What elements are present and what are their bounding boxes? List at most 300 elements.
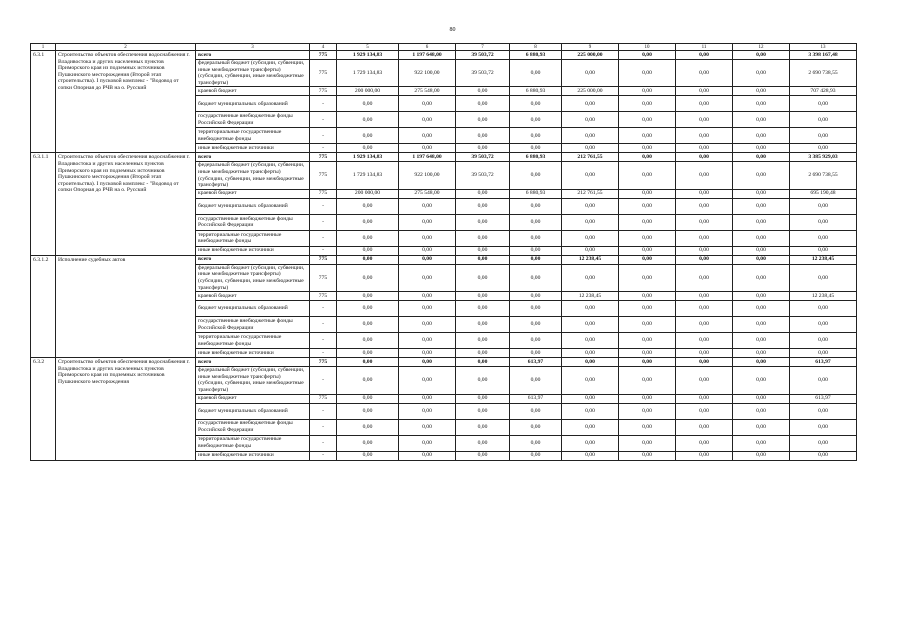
funding-source: всего bbox=[196, 153, 310, 162]
amount-cell: 0,00 bbox=[456, 301, 510, 317]
total-amount: 0,00 bbox=[790, 230, 857, 246]
amount-cell: 0,00 bbox=[733, 292, 790, 301]
amount-cell: 0,00 bbox=[399, 214, 456, 230]
amount-cell: 0,00 bbox=[399, 264, 456, 291]
amount-cell: 613,97 bbox=[510, 358, 562, 367]
amount-cell: 0,00 bbox=[619, 255, 676, 264]
total-amount: 0,00 bbox=[790, 451, 857, 460]
funding-source: бюджет муниципальных образований bbox=[196, 403, 310, 419]
amount-cell: 0,00 bbox=[676, 419, 733, 435]
column-number: 10 bbox=[619, 44, 676, 51]
amount-cell: 0,00 bbox=[337, 358, 399, 367]
amount-cell: 0,00 bbox=[399, 358, 456, 367]
amount-cell: 0,00 bbox=[562, 162, 619, 189]
budget-code: - bbox=[310, 367, 337, 394]
total-amount: 0,00 bbox=[790, 367, 857, 394]
amount-cell: 0,00 bbox=[562, 246, 619, 255]
funding-source: государственные внебюджетные фонды Российской Федерации bbox=[196, 317, 310, 333]
amount-cell: 0,00 bbox=[619, 214, 676, 230]
amount-cell: 0,00 bbox=[510, 112, 562, 128]
amount-cell: 0,00 bbox=[456, 230, 510, 246]
table-row bbox=[31, 255, 857, 264]
amount-cell: 6 880,93 bbox=[510, 51, 562, 60]
item-name: Строительство объектов обеспечения водоснабжения г. Владивостока и других населенных пунктов Приморского края из подземных источников Пушкинского месторождения (Второй этап строительства). I пусковой комплекс - "Водовод от сопки Опорная до РЧВ на о. Русский bbox=[56, 51, 196, 153]
amount-cell: 0,00 bbox=[676, 301, 733, 317]
total-amount: 0,00 bbox=[790, 144, 857, 153]
amount-cell: 0,00 bbox=[733, 214, 790, 230]
amount-cell: 0,00 bbox=[337, 128, 399, 144]
amount-cell: 0,00 bbox=[619, 112, 676, 128]
amount-cell: 0,00 bbox=[337, 419, 399, 435]
amount-cell: 0,00 bbox=[562, 367, 619, 394]
column-number: 5 bbox=[337, 44, 399, 51]
amount-cell: 0,00 bbox=[399, 394, 456, 403]
total-amount: 0,00 bbox=[790, 112, 857, 128]
amount-cell: 0,00 bbox=[562, 112, 619, 128]
amount-cell: 0,00 bbox=[733, 333, 790, 349]
funding-source: иные внебюджетные источники bbox=[196, 246, 310, 255]
amount-cell: 0,00 bbox=[399, 317, 456, 333]
amount-cell: 0,00 bbox=[619, 367, 676, 394]
amount-cell: 0,00 bbox=[676, 51, 733, 60]
funding-source: бюджет муниципальных образований bbox=[196, 301, 310, 317]
amount-cell: 0,00 bbox=[399, 292, 456, 301]
total-amount: 2 690 738,55 bbox=[790, 162, 857, 189]
amount-cell: 0,00 bbox=[510, 60, 562, 87]
amount-cell: 0,00 bbox=[510, 317, 562, 333]
budget-table bbox=[30, 43, 857, 461]
amount-cell: 275 548,00 bbox=[399, 189, 456, 198]
amount-cell: 0,00 bbox=[510, 255, 562, 264]
amount-cell: 0,00 bbox=[619, 292, 676, 301]
amount-cell: 6 880,93 bbox=[510, 87, 562, 96]
budget-code: - bbox=[310, 214, 337, 230]
amount-cell: 200 000,00 bbox=[337, 87, 399, 96]
amount-cell: 0,00 bbox=[619, 144, 676, 153]
amount-cell: 0,00 bbox=[399, 96, 456, 112]
amount-cell: 0,00 bbox=[337, 144, 399, 153]
amount-cell: 0,00 bbox=[337, 230, 399, 246]
item-name: Исполнение судебных актов bbox=[56, 255, 196, 357]
item-code: 6.3.1 bbox=[31, 51, 56, 153]
amount-cell: 0,00 bbox=[562, 264, 619, 291]
amount-cell: 0,00 bbox=[562, 301, 619, 317]
amount-cell: 0,00 bbox=[733, 144, 790, 153]
amount-cell: 0,00 bbox=[456, 96, 510, 112]
amount-cell: 0,00 bbox=[562, 349, 619, 358]
amount-cell: 0,00 bbox=[337, 96, 399, 112]
amount-cell: 0,00 bbox=[733, 255, 790, 264]
amount-cell: 0,00 bbox=[562, 96, 619, 112]
amount-cell: 0,00 bbox=[619, 128, 676, 144]
amount-cell: 0,00 bbox=[733, 60, 790, 87]
amount-cell: 0,00 bbox=[676, 214, 733, 230]
budget-code: 775 bbox=[310, 264, 337, 291]
amount-cell: 0,00 bbox=[619, 403, 676, 419]
amount-cell: 0,00 bbox=[733, 419, 790, 435]
amount-cell: 0,00 bbox=[619, 96, 676, 112]
budget-code: - bbox=[310, 349, 337, 358]
total-amount: 0,00 bbox=[790, 349, 857, 358]
column-number: 3 bbox=[196, 44, 310, 51]
column-number-row bbox=[31, 44, 857, 51]
amount-cell: 0,00 bbox=[337, 255, 399, 264]
item-code: 6.3.1.2 bbox=[31, 255, 56, 357]
amount-cell: 275 548,00 bbox=[399, 87, 456, 96]
amount-cell: 0,00 bbox=[619, 246, 676, 255]
amount-cell: 0,00 bbox=[562, 60, 619, 87]
amount-cell: 0,00 bbox=[676, 162, 733, 189]
amount-cell: 0,00 bbox=[676, 246, 733, 255]
amount-cell: 0,00 bbox=[619, 301, 676, 317]
amount-cell: 0,00 bbox=[562, 419, 619, 435]
amount-cell: 0,00 bbox=[619, 333, 676, 349]
amount-cell: 0,00 bbox=[337, 367, 399, 394]
amount-cell: 0,00 bbox=[399, 128, 456, 144]
amount-cell: 39 503,72 bbox=[456, 153, 510, 162]
budget-code: - bbox=[310, 301, 337, 317]
funding-source: краевой бюджет bbox=[196, 87, 310, 96]
amount-cell: 39 503,72 bbox=[456, 60, 510, 87]
total-amount: 0,00 bbox=[790, 128, 857, 144]
amount-cell: 0,00 bbox=[619, 51, 676, 60]
budget-code: - bbox=[310, 198, 337, 214]
budget-code: 775 bbox=[310, 255, 337, 264]
amount-cell: 0,00 bbox=[619, 198, 676, 214]
amount-cell: 0,00 bbox=[676, 333, 733, 349]
amount-cell: 12 238,45 bbox=[562, 255, 619, 264]
amount-cell: 922 100,00 bbox=[399, 162, 456, 189]
amount-cell: 0,00 bbox=[510, 214, 562, 230]
amount-cell: 0,00 bbox=[676, 349, 733, 358]
amount-cell: 0,00 bbox=[619, 451, 676, 460]
amount-cell: 0,00 bbox=[456, 246, 510, 255]
amount-cell: 0,00 bbox=[510, 403, 562, 419]
amount-cell: 0,00 bbox=[337, 301, 399, 317]
funding-source: иные внебюджетные источники bbox=[196, 144, 310, 153]
amount-cell: 0,00 bbox=[456, 333, 510, 349]
amount-cell: 212 761,55 bbox=[562, 153, 619, 162]
column-number: 7 bbox=[456, 44, 510, 51]
total-amount: 0,00 bbox=[790, 403, 857, 419]
amount-cell: 0,00 bbox=[619, 419, 676, 435]
amount-cell: 0,00 bbox=[337, 349, 399, 358]
budget-code: 775 bbox=[310, 153, 337, 162]
amount-cell: 0,00 bbox=[510, 144, 562, 153]
amount-cell: 1 929 134,83 bbox=[337, 153, 399, 162]
column-number: 4 bbox=[310, 44, 337, 51]
amount-cell: 0,00 bbox=[733, 435, 790, 451]
total-amount: 0,00 bbox=[790, 214, 857, 230]
budget-code: - bbox=[310, 128, 337, 144]
amount-cell: 0,00 bbox=[676, 189, 733, 198]
amount-cell: 0,00 bbox=[399, 230, 456, 246]
budget-code: - bbox=[310, 96, 337, 112]
amount-cell: 0,00 bbox=[399, 451, 456, 460]
amount-cell: 12 238,45 bbox=[562, 292, 619, 301]
amount-cell: 0,00 bbox=[619, 394, 676, 403]
amount-cell: 0,00 bbox=[733, 264, 790, 291]
amount-cell: 0,00 bbox=[456, 419, 510, 435]
amount-cell: 1 197 648,00 bbox=[399, 51, 456, 60]
funding-source: всего bbox=[196, 358, 310, 367]
amount-cell: 0,00 bbox=[562, 198, 619, 214]
amount-cell: 0,00 bbox=[619, 162, 676, 189]
amount-cell: 0,00 bbox=[510, 128, 562, 144]
amount-cell: 0,00 bbox=[676, 435, 733, 451]
funding-source: государственные внебюджетные фонды Российской Федерации bbox=[196, 112, 310, 128]
funding-source: иные внебюджетные источники bbox=[196, 349, 310, 358]
amount-cell: 0,00 bbox=[456, 112, 510, 128]
amount-cell: 0,00 bbox=[676, 198, 733, 214]
amount-cell: 0,00 bbox=[562, 358, 619, 367]
amount-cell: 39 503,72 bbox=[456, 51, 510, 60]
budget-code: - bbox=[310, 451, 337, 460]
amount-cell: 0,00 bbox=[676, 451, 733, 460]
budget-code: 775 bbox=[310, 60, 337, 87]
amount-cell: 0,00 bbox=[399, 367, 456, 394]
amount-cell: 0,00 bbox=[337, 198, 399, 214]
amount-cell: 0,00 bbox=[733, 198, 790, 214]
amount-cell: 0,00 bbox=[399, 419, 456, 435]
table-row bbox=[31, 153, 857, 162]
amount-cell: 0,00 bbox=[676, 60, 733, 87]
total-amount: 0,00 bbox=[790, 198, 857, 214]
funding-source: государственные внебюджетные фонды Российской Федерации bbox=[196, 214, 310, 230]
amount-cell: 0,00 bbox=[676, 264, 733, 291]
budget-code: 775 bbox=[310, 189, 337, 198]
total-amount: 613,97 bbox=[790, 394, 857, 403]
amount-cell: 0,00 bbox=[733, 301, 790, 317]
amount-cell: 0,00 bbox=[456, 435, 510, 451]
amount-cell: 0,00 bbox=[510, 333, 562, 349]
amount-cell: 0,00 bbox=[456, 144, 510, 153]
amount-cell: 0,00 bbox=[619, 358, 676, 367]
amount-cell: 0,00 bbox=[733, 112, 790, 128]
funding-source: иные внебюджетные источники bbox=[196, 451, 310, 460]
total-amount: 707 428,93 bbox=[790, 87, 857, 96]
amount-cell: 0,00 bbox=[733, 51, 790, 60]
amount-cell: 0,00 bbox=[733, 96, 790, 112]
total-amount: 12 238,45 bbox=[790, 292, 857, 301]
amount-cell: 0,00 bbox=[676, 153, 733, 162]
item-code: 6.3.2 bbox=[31, 358, 56, 460]
amount-cell: 0,00 bbox=[510, 230, 562, 246]
amount-cell: 0,00 bbox=[619, 264, 676, 291]
total-amount: 0,00 bbox=[790, 435, 857, 451]
amount-cell: 0,00 bbox=[399, 246, 456, 255]
amount-cell: 1 729 134,83 bbox=[337, 162, 399, 189]
amount-cell: 0,00 bbox=[456, 189, 510, 198]
amount-cell: 0,00 bbox=[733, 451, 790, 460]
amount-cell: 0,00 bbox=[456, 451, 510, 460]
amount-cell: 0,00 bbox=[510, 435, 562, 451]
funding-source: бюджет муниципальных образований bbox=[196, 96, 310, 112]
amount-cell: 0,00 bbox=[733, 317, 790, 333]
amount-cell: 0,00 bbox=[676, 87, 733, 96]
amount-cell: 0,00 bbox=[619, 153, 676, 162]
amount-cell: 0,00 bbox=[619, 87, 676, 96]
amount-cell: 6 880,93 bbox=[510, 153, 562, 162]
total-amount: 695 190,48 bbox=[790, 189, 857, 198]
amount-cell: 0,00 bbox=[619, 317, 676, 333]
amount-cell: 0,00 bbox=[456, 349, 510, 358]
amount-cell: 0,00 bbox=[562, 230, 619, 246]
funding-source: территориальные государственные внебюджетные фонды bbox=[196, 128, 310, 144]
column-number: 13 bbox=[790, 44, 857, 51]
budget-code: - bbox=[310, 144, 337, 153]
amount-cell: 0,00 bbox=[676, 358, 733, 367]
amount-cell: 0,00 bbox=[510, 367, 562, 394]
amount-cell: 0,00 bbox=[456, 358, 510, 367]
funding-source: государственные внебюджетные фонды Российской Федерации bbox=[196, 419, 310, 435]
amount-cell: 0,00 bbox=[733, 87, 790, 96]
amount-cell: 613,97 bbox=[510, 394, 562, 403]
amount-cell: 0,00 bbox=[733, 128, 790, 144]
budget-code: 775 bbox=[310, 292, 337, 301]
amount-cell: 0,00 bbox=[456, 394, 510, 403]
total-amount: 0,00 bbox=[790, 333, 857, 349]
amount-cell: 922 100,00 bbox=[399, 60, 456, 87]
amount-cell: 0,00 bbox=[337, 333, 399, 349]
amount-cell: 0,00 bbox=[676, 367, 733, 394]
total-amount: 2 690 738,55 bbox=[790, 60, 857, 87]
total-amount: 0,00 bbox=[790, 317, 857, 333]
amount-cell: 0,00 bbox=[456, 264, 510, 291]
amount-cell: 0,00 bbox=[733, 403, 790, 419]
amount-cell: 0,00 bbox=[456, 214, 510, 230]
amount-cell: 212 761,55 bbox=[562, 189, 619, 198]
budget-code: - bbox=[310, 333, 337, 349]
amount-cell: 0,00 bbox=[456, 255, 510, 264]
amount-cell: 0,00 bbox=[562, 333, 619, 349]
amount-cell: 0,00 bbox=[562, 435, 619, 451]
amount-cell: 0,00 bbox=[733, 349, 790, 358]
budget-code: 775 bbox=[310, 162, 337, 189]
funding-source: территориальные государственные внебюджетные фонды bbox=[196, 333, 310, 349]
amount-cell: 0,00 bbox=[733, 367, 790, 394]
amount-cell: 0,00 bbox=[456, 292, 510, 301]
amount-cell: 0,00 bbox=[619, 230, 676, 246]
amount-cell: 0,00 bbox=[733, 394, 790, 403]
column-number: 6 bbox=[399, 44, 456, 51]
budget-code: - bbox=[310, 435, 337, 451]
budget-code: - bbox=[310, 419, 337, 435]
amount-cell: 0,00 bbox=[456, 367, 510, 394]
amount-cell: 200 000,00 bbox=[337, 189, 399, 198]
amount-cell: 0,00 bbox=[510, 162, 562, 189]
budget-code: - bbox=[310, 230, 337, 246]
amount-cell: 0,00 bbox=[337, 394, 399, 403]
table-row bbox=[31, 51, 857, 60]
amount-cell: 0,00 bbox=[337, 451, 399, 460]
funding-source: краевой бюджет bbox=[196, 394, 310, 403]
amount-cell: 0,00 bbox=[399, 403, 456, 419]
budget-code: 775 bbox=[310, 358, 337, 367]
budget-code: 775 bbox=[310, 87, 337, 96]
item-name: Строительство объектов обеспечения водоснабжения г. Владивостока и других населенных пунктов Приморского края из подземных источников Пушкинского месторождения (Второй этап строительства). I пусковой комплекс - "Водовод от сопки Опорная до РЧВ на о. Русский bbox=[56, 153, 196, 255]
total-amount: 0,00 bbox=[790, 419, 857, 435]
amount-cell: 0,00 bbox=[562, 144, 619, 153]
total-amount: 613,97 bbox=[790, 358, 857, 367]
amount-cell: 0,00 bbox=[619, 60, 676, 87]
funding-source: бюджет муниципальных образований bbox=[196, 198, 310, 214]
amount-cell: 0,00 bbox=[733, 230, 790, 246]
amount-cell: 0,00 bbox=[399, 435, 456, 451]
amount-cell: 0,00 bbox=[510, 349, 562, 358]
amount-cell: 0,00 bbox=[562, 403, 619, 419]
amount-cell: 1 729 134,83 bbox=[337, 60, 399, 87]
total-amount: 3 385 929,03 bbox=[790, 153, 857, 162]
amount-cell: 0,00 bbox=[337, 435, 399, 451]
amount-cell: 0,00 bbox=[733, 358, 790, 367]
table-row bbox=[31, 358, 857, 367]
amount-cell: 0,00 bbox=[676, 255, 733, 264]
amount-cell: 0,00 bbox=[676, 128, 733, 144]
amount-cell: 0,00 bbox=[456, 87, 510, 96]
budget-code: 775 bbox=[310, 51, 337, 60]
amount-cell: 0,00 bbox=[676, 112, 733, 128]
funding-source: федеральный бюджет (субсидии, субвенции, иные межбюджетные трансферты) (субсидии, субвенции, иные межбюджетные трансферты) bbox=[196, 60, 310, 87]
amount-cell: 0,00 bbox=[399, 144, 456, 153]
funding-source: территориальные государственные внебюджетные фонды bbox=[196, 435, 310, 451]
amount-cell: 0,00 bbox=[510, 246, 562, 255]
amount-cell: 0,00 bbox=[733, 189, 790, 198]
amount-cell: 0,00 bbox=[562, 128, 619, 144]
amount-cell: 0,00 bbox=[676, 230, 733, 246]
amount-cell: 0,00 bbox=[676, 403, 733, 419]
item-code: 6.3.1.1 bbox=[31, 153, 56, 255]
funding-source: федеральный бюджет (субсидии, субвенции, иные межбюджетные трансферты) (субсидии, субвенции, иные межбюджетные трансферты) bbox=[196, 367, 310, 394]
amount-cell: 0,00 bbox=[337, 264, 399, 291]
amount-cell: 0,00 bbox=[510, 264, 562, 291]
amount-cell: 0,00 bbox=[510, 419, 562, 435]
amount-cell: 0,00 bbox=[733, 153, 790, 162]
funding-source: всего bbox=[196, 255, 310, 264]
amount-cell: 0,00 bbox=[456, 128, 510, 144]
budget-code: - bbox=[310, 317, 337, 333]
total-amount: 0,00 bbox=[790, 301, 857, 317]
amount-cell: 0,00 bbox=[619, 189, 676, 198]
amount-cell: 0,00 bbox=[510, 96, 562, 112]
page-number: 80 bbox=[449, 27, 456, 33]
budget-code: - bbox=[310, 403, 337, 419]
column-number: 1 bbox=[31, 44, 56, 51]
column-number: 9 bbox=[562, 44, 619, 51]
amount-cell: 0,00 bbox=[676, 394, 733, 403]
budget-code: - bbox=[310, 246, 337, 255]
item-name: Строительство объектов обеспечения водоснабжения г. Владивостока и других населенных пунктов Приморского края из подземных источников Пушкинского месторождения bbox=[56, 358, 196, 460]
amount-cell: 225 000,00 bbox=[562, 87, 619, 96]
amount-cell: 0,00 bbox=[562, 451, 619, 460]
total-amount: 0,00 bbox=[790, 264, 857, 291]
amount-cell: 0,00 bbox=[399, 349, 456, 358]
amount-cell: 0,00 bbox=[619, 349, 676, 358]
amount-cell: 0,00 bbox=[676, 96, 733, 112]
amount-cell: 0,00 bbox=[733, 246, 790, 255]
amount-cell: 0,00 bbox=[399, 301, 456, 317]
funding-source: федеральный бюджет (субсидии, субвенции, иные межбюджетные трансферты) (субсидии, субвенции, иные межбюджетные трансферты) bbox=[196, 162, 310, 189]
amount-cell: 1 929 134,83 bbox=[337, 51, 399, 60]
column-number: 8 bbox=[510, 44, 562, 51]
amount-cell: 0,00 bbox=[510, 292, 562, 301]
total-amount: 3 398 167,48 bbox=[790, 51, 857, 60]
total-amount: 12 238,45 bbox=[790, 255, 857, 264]
amount-cell: 0,00 bbox=[337, 317, 399, 333]
funding-source: федеральный бюджет (субсидии, субвенции, иные межбюджетные трансферты) (субсидии, субвенции, иные межбюджетные трансферты) bbox=[196, 264, 310, 291]
funding-source: краевой бюджет bbox=[196, 189, 310, 198]
amount-cell: 0,00 bbox=[399, 198, 456, 214]
